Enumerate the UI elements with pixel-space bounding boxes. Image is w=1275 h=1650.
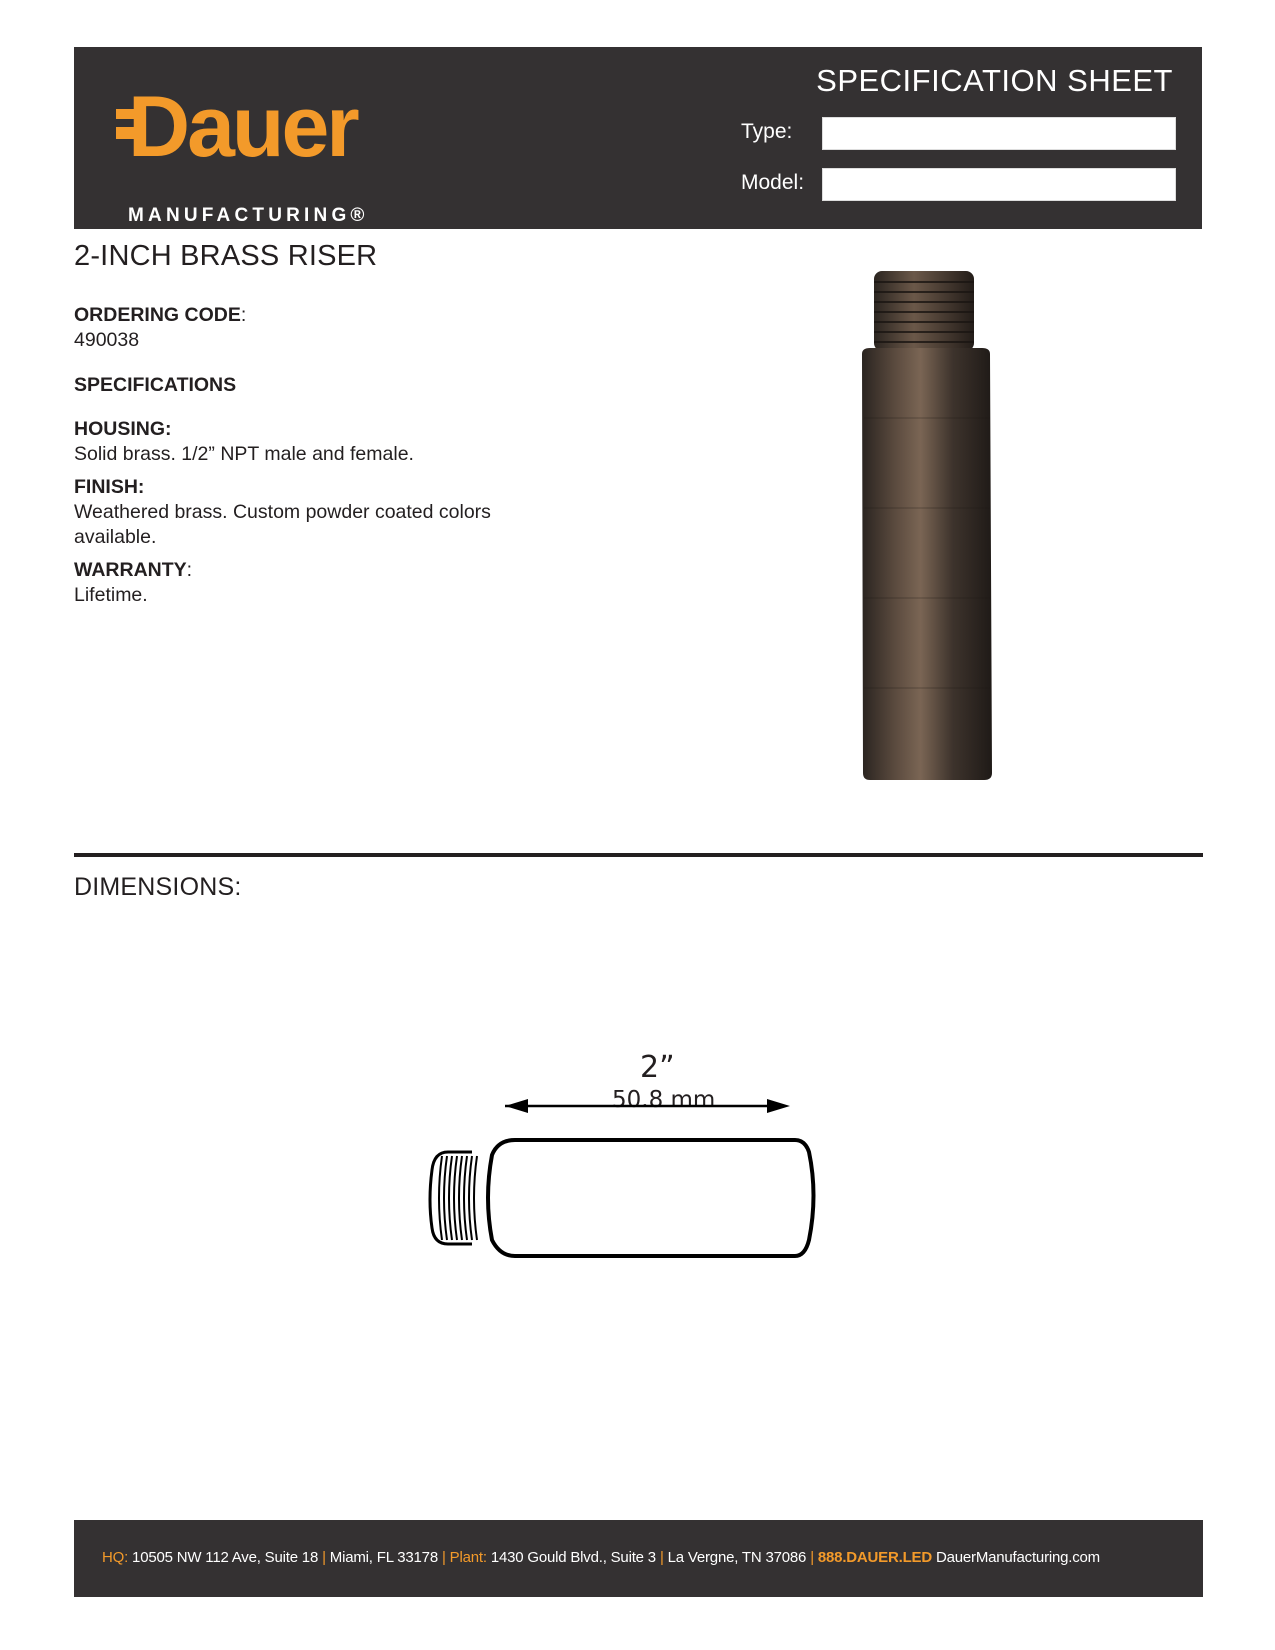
footer-separator: |	[441, 1549, 446, 1566]
footer-hq-address: 10505 NW 112 Ave, Suite 18	[132, 1549, 319, 1566]
riser-body-outline	[488, 1140, 814, 1256]
footer-plant-label: Plant:	[449, 1549, 487, 1566]
footer-band	[74, 1520, 1203, 1597]
footer-website-link[interactable]: DauerManufacturing.com	[935, 1549, 1100, 1566]
logo-wordmark: Dauer	[128, 79, 357, 175]
footer-plant-address: 1430 Gould Blvd., Suite 3	[490, 1549, 656, 1566]
footer-contact-line	[102, 1549, 1100, 1566]
ordering-code-value: 490038	[74, 329, 140, 351]
model-label: Model:	[741, 171, 805, 194]
warranty-colon: :	[186, 559, 193, 581]
specifications-heading: SPECIFICATIONS	[74, 374, 237, 396]
header-band	[74, 47, 1202, 229]
warranty-label: WARRANTY	[74, 559, 187, 581]
ordering-code-label: ORDERING CODE	[74, 304, 241, 326]
dauer-logo	[116, 79, 416, 226]
threaded-end	[430, 1152, 477, 1244]
finish-value-line2: available.	[74, 526, 157, 548]
dimension-inches: 2”	[640, 1050, 675, 1085]
dimension-arrow	[505, 1099, 790, 1113]
finish-label: FINISH:	[74, 476, 145, 498]
ordering-code-colon: :	[240, 304, 247, 326]
housing-label: HOUSING:	[74, 418, 172, 440]
footer-plant-city: La Vergne, TN 37086	[667, 1549, 807, 1566]
product-photo	[860, 268, 1010, 788]
footer-phone[interactable]: 888.DAUER.LED	[817, 1549, 932, 1566]
footer-separator: |	[659, 1549, 664, 1566]
product-title: 2-INCH BRASS RISER	[74, 240, 378, 272]
warranty-block	[74, 558, 192, 608]
spec-sheet-title: SPECIFICATION SHEET	[816, 63, 1173, 98]
finish-block	[74, 475, 491, 550]
warranty-value: Lifetime.	[74, 584, 148, 606]
finish-value-line1: Weathered brass. Custom powder coated colors	[74, 501, 491, 523]
dimensions-title: DIMENSIONS:	[74, 873, 242, 901]
footer-hq-city: Miami, FL 33178	[329, 1549, 438, 1566]
model-input[interactable]	[822, 168, 1176, 201]
logo-subtitle: MANUFACTURING®	[128, 205, 369, 226]
type-input[interactable]	[822, 117, 1176, 150]
ordering-code-block	[74, 303, 246, 353]
footer-separator: |	[810, 1549, 814, 1566]
section-divider	[74, 853, 1203, 857]
type-label: Type:	[741, 120, 793, 143]
footer-separator: |	[322, 1549, 326, 1566]
dimension-mm: 50.8 mm	[612, 1087, 716, 1113]
housing-block	[74, 417, 414, 467]
riser-dimension-drawing	[420, 1040, 860, 1300]
housing-value: Solid brass. 1/2” NPT male and female.	[74, 443, 414, 465]
footer-hq-label: HQ:	[102, 1549, 129, 1566]
